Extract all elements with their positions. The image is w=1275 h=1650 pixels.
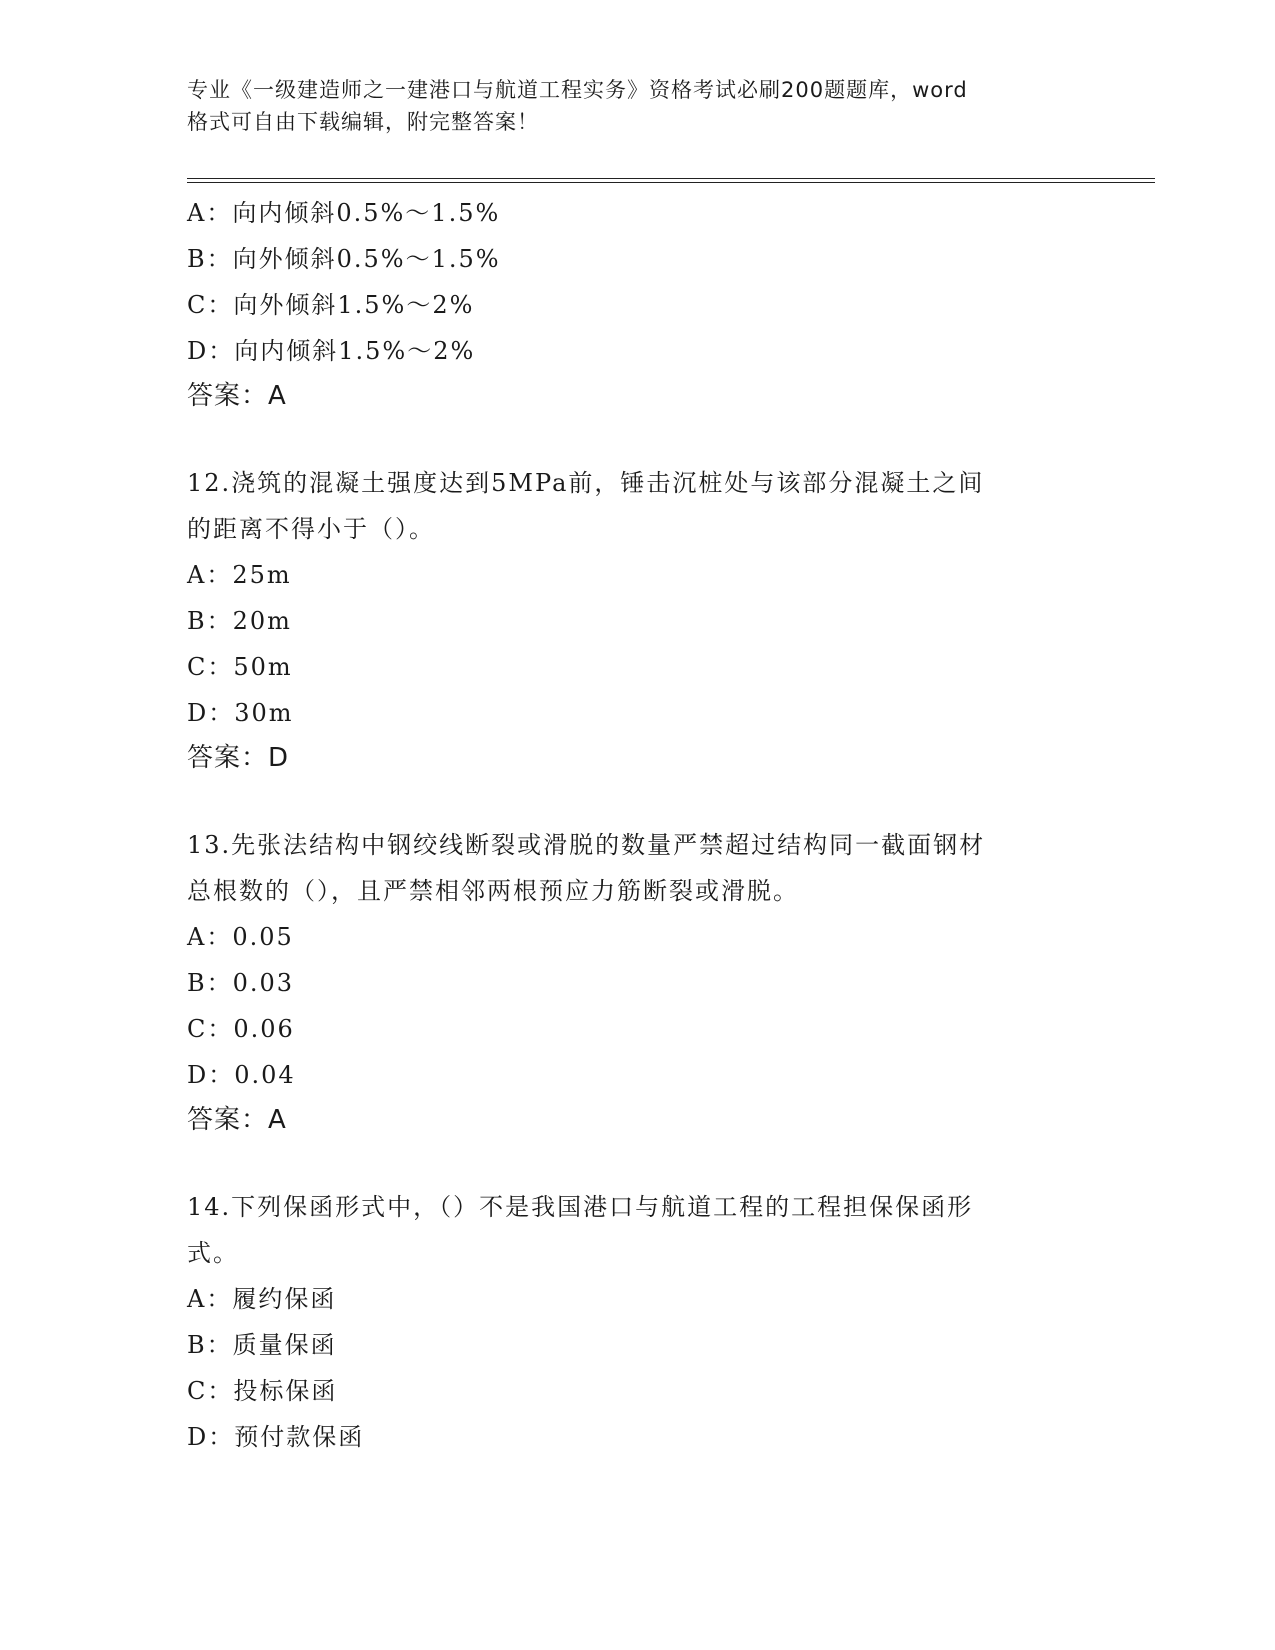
option-d: D：向内倾斜1.5%～2% (187, 337, 476, 365)
question-11 (187, 190, 1087, 418)
option-b: B：质量保函 (187, 1331, 337, 1359)
option-d: D：预付款保函 (187, 1423, 365, 1451)
option-d: D：30m (187, 699, 294, 727)
question-stem-line-2: 式。 (187, 1239, 239, 1267)
spacer (187, 1142, 1087, 1184)
option-b: B：0.03 (187, 969, 295, 997)
spacer (187, 780, 1087, 822)
option-b: B：20m (187, 607, 292, 635)
option-c: C：向外倾斜1.5%～2% (187, 291, 475, 319)
answer: 答案：A (187, 381, 287, 411)
option-a: A：0.05 (187, 923, 294, 951)
option-c: C：50m (187, 653, 293, 681)
option-a: A：向内倾斜0.5%～1.5% (187, 199, 501, 227)
spacer (187, 418, 1087, 460)
option-c: C：0.06 (187, 1015, 295, 1043)
document-header (187, 74, 1087, 138)
header-line-1: 专业《一级建造师之一建港口与航道工程实务》资格考试必刷200题题库，word (187, 78, 968, 102)
question-12 (187, 460, 1087, 780)
header-line-2: 格式可自由下载编辑，附完整答案！ (187, 110, 539, 134)
option-a: A：履约保函 (187, 1285, 337, 1313)
question-stem-line-1: 12.浇筑的混凝土强度达到5MPa前，锤击沉桩处与该部分混凝土之间 (187, 469, 985, 497)
answer: 答案：D (187, 743, 290, 773)
question-stem-line-1: 13.先张法结构中钢绞线断裂或滑脱的数量严禁超过结构同一截面钢材 (187, 831, 986, 859)
question-stem-line-2: 总根数的（），且严禁相邻两根预应力筋断裂或滑脱。 (187, 877, 799, 905)
question-stem-line-2: 的距离不得小于（）。 (187, 515, 435, 543)
question-stem-line-1: 14.下列保函形式中，（）不是我国港口与航道工程的工程担保保函形 (187, 1193, 974, 1221)
header-divider (187, 178, 1155, 183)
option-a: A：25m (187, 561, 292, 589)
question-list (187, 190, 1087, 1460)
question-14 (187, 1184, 1087, 1460)
option-c: C：投标保函 (187, 1377, 338, 1405)
question-13 (187, 822, 1087, 1142)
option-b: B：向外倾斜0.5%～1.5% (187, 245, 501, 273)
answer: 答案：A (187, 1105, 287, 1135)
option-d: D：0.04 (187, 1061, 296, 1089)
